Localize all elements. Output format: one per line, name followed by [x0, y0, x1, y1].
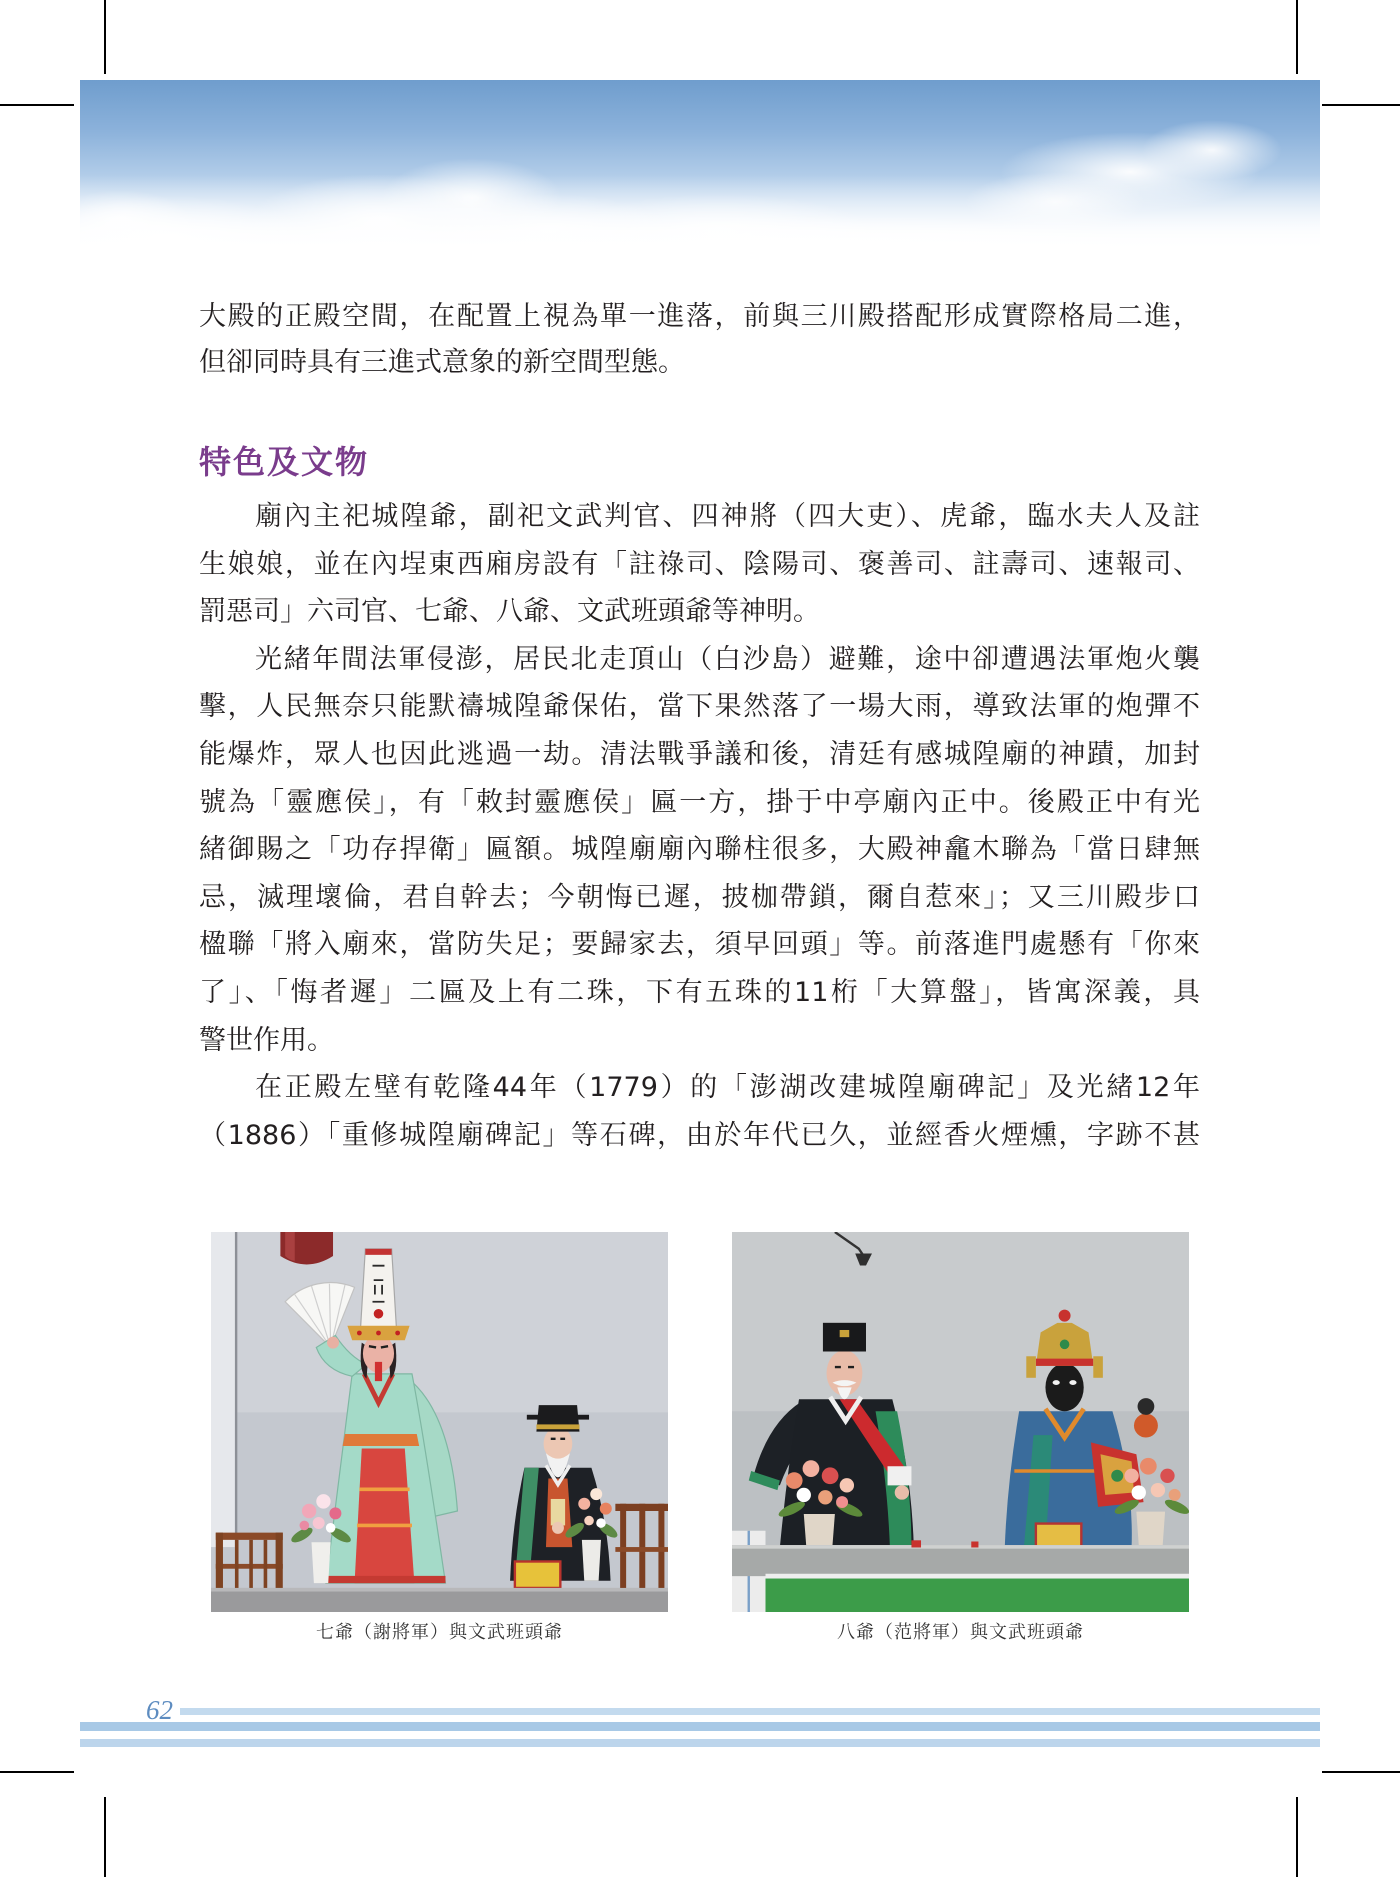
figure-caption: 七爺（謝將軍）與文武班頭爺	[316, 1622, 563, 1642]
figure-caption: 八爺（范將軍）與文武班頭爺	[837, 1622, 1084, 1642]
page-number: 62	[146, 1695, 173, 1725]
crop-mark	[1296, 0, 1298, 74]
article-body	[199, 493, 1200, 1159]
figure-right	[732, 1232, 1189, 1644]
crop-mark	[104, 0, 106, 74]
paragraph-line: 罰惡司」六司官、七爺、八爺、文武班頭爺等神明。	[199, 596, 820, 628]
paragraph-line: 緒御賜之「功存捍衛」匾額。城隍廟廟內聯柱很多，大殿神龕木聯為「當日肆無	[199, 834, 1200, 866]
paragraph-line: 號為「靈應侯」，有「敕封靈應侯」匾一方，掛于中亭廟內正中。後殿正中有光	[199, 786, 1200, 818]
crop-mark	[1296, 1797, 1298, 1877]
paragraph-line: 光緒年間法軍侵澎，居民北走頂山（白沙島）避難，途中卻遭遇法軍炮火襲	[255, 643, 1200, 675]
paragraph-line: 在正殿左壁有乾隆44年（1779）的「澎湖改建城隍廟碑記」及光緒12年	[255, 1072, 1200, 1104]
intro-line: 但卻同時具有三進式意象的新空間型態。	[199, 347, 685, 378]
paragraph-line: 生娘娘，並在內埕東西廂房設有「註祿司、陰陽司、褒善司、註壽司、速報司、	[199, 548, 1200, 580]
crop-mark	[0, 104, 74, 106]
footer-stripe	[180, 1708, 1320, 1715]
crop-mark	[0, 1771, 74, 1773]
photo-right	[732, 1232, 1189, 1612]
paragraph-line: 能爆炸，眾人也因此逃過一劫。清法戰爭議和後，清廷有感城隍廟的神蹟，加封	[199, 738, 1200, 770]
paragraph-line: 擊，人民無奈只能默禱城隍爺保佑，當下果然落了一場大雨，導致法軍的炮彈不	[199, 691, 1200, 723]
paragraph-line: 楹聯「將入廟來，當防失足；要歸家去，須早回頭」等。前落進門處懸有「你來	[199, 929, 1200, 961]
section-heading: 特色及文物	[199, 443, 370, 481]
photo-left	[211, 1232, 668, 1612]
paragraph	[199, 493, 1200, 636]
paragraph-line: （1886）「重修城隍廟碑記」等石碑，由於年代已久，並經香火煙燻，字跡不甚	[199, 1119, 1200, 1151]
paragraph	[199, 636, 1200, 1064]
footer-stripe	[80, 1739, 1320, 1747]
sky-header-banner	[80, 80, 1320, 252]
figure-left	[211, 1232, 668, 1644]
crop-mark	[1322, 104, 1400, 106]
paragraph	[199, 1064, 1200, 1159]
intro-paragraph	[199, 294, 1200, 386]
intro-line: 大殿的正殿空間，在配置上視為單一進落，前與三川殿搭配形成實際格局二進，	[199, 301, 1200, 332]
paragraph-line: 警世作用。	[199, 1024, 334, 1056]
paragraph-line: 廟內主祀城隍爺，副祀文武判官、四神將（四大吏）、虎爺，臨水夫人及註	[255, 501, 1200, 532]
red-beam	[280, 1232, 333, 1264]
crop-mark	[104, 1797, 106, 1877]
paragraph-line: 了」、「悔者遲」二匾及上有二珠，下有五珠的11桁「大算盤」，皆寓深義，具	[199, 976, 1200, 1008]
footer-stripe	[80, 1722, 1320, 1731]
crop-mark	[1322, 1771, 1400, 1773]
paragraph-line: 忌，滅理壞倫，君自幹去；今朝悔已遲，披枷帶鎖，爾自惹來」；又三川殿步口	[199, 881, 1200, 913]
